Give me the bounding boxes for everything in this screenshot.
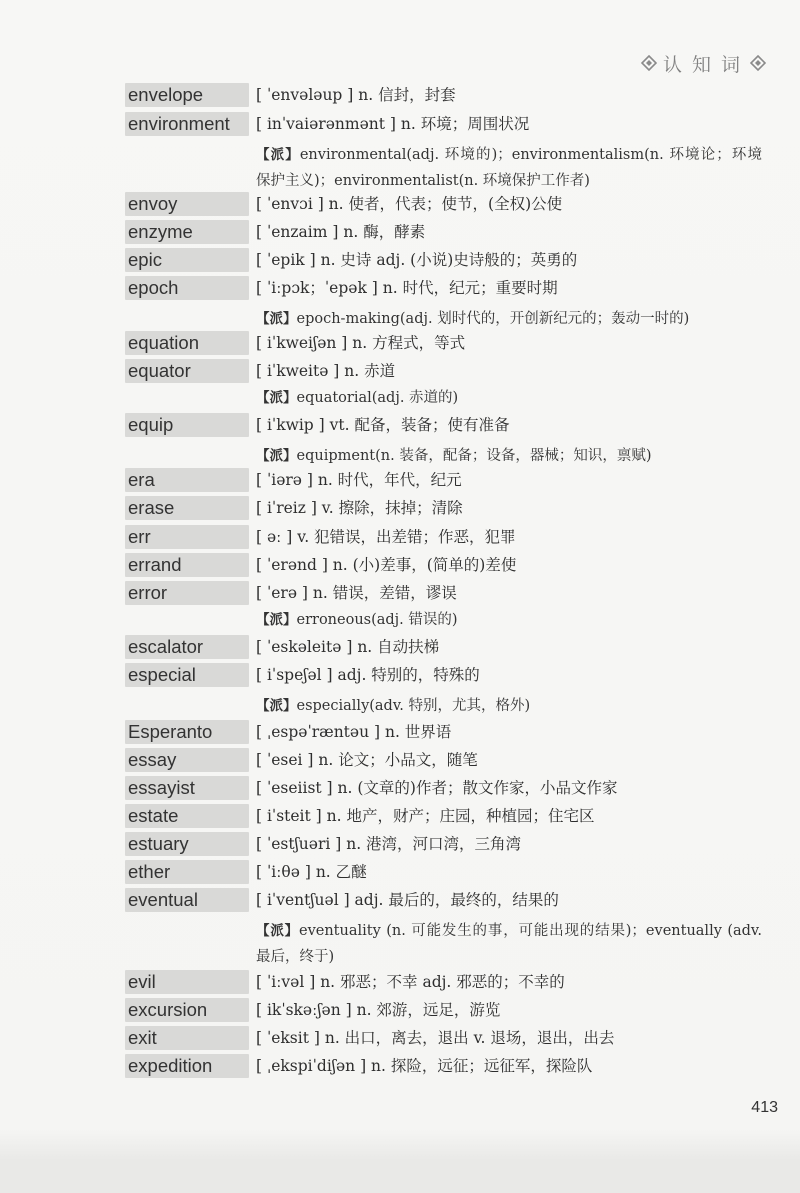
headword: equator xyxy=(125,359,249,383)
headword: error xyxy=(125,581,249,605)
headword: era xyxy=(125,468,249,492)
definition: [ inˈvaiərənmənt ] n. 环境；周围状况 xyxy=(256,115,530,133)
definition: [ ˈenvələup ] n. 信封，封套 xyxy=(256,86,456,104)
section-title: 认知词 xyxy=(662,53,750,76)
headword: expedition xyxy=(125,1054,249,1078)
definition: [ iˈkwip ] vt. 配备，装备；使有准备 xyxy=(256,416,510,434)
headword: essayist xyxy=(125,776,249,800)
derivation xyxy=(256,693,762,719)
headword: errand xyxy=(125,553,249,577)
derivation-tag: 【派】 xyxy=(256,390,297,406)
headword: epoch xyxy=(125,276,249,300)
derivation xyxy=(256,306,762,332)
definition: [ iˈkweiʃən ] n. 方程式，等式 xyxy=(256,334,466,352)
definition: [ ˈenzaim ] n. 酶，酵素 xyxy=(256,223,426,241)
diamond-icon xyxy=(641,55,657,71)
definition: [ ˌekspiˈdiʃən ] n. 探险，远征；远征军，探险队 xyxy=(256,1057,593,1075)
definition: [ ˈeksit ] n. 出口，离去，退出 v. 退场，退出，出去 xyxy=(256,1029,615,1047)
definition: [ ˌespəˈræntəu ] n. 世界语 xyxy=(256,723,452,741)
definition: [ iˈreiz ] v. 擦除，抹掉；清除 xyxy=(256,499,463,517)
derivation-tag: 【派】 xyxy=(256,311,297,327)
derivation-tag: 【派】 xyxy=(256,612,297,628)
headword: enzyme xyxy=(125,220,249,244)
headword: environment xyxy=(125,112,249,136)
derivation-text: erroneous(adj. 错误的) xyxy=(296,612,458,628)
derivation-text: equatorial(adj. 赤道的) xyxy=(296,390,459,406)
headword: estuary xyxy=(125,832,249,856)
headword: envelope xyxy=(125,83,249,107)
headword: err xyxy=(125,525,249,549)
headword: epic xyxy=(125,248,249,272)
derivation-tag: 【派】 xyxy=(256,923,299,939)
headword: equip xyxy=(125,413,249,437)
definition: [ ˈeskəleitə ] n. 自动扶梯 xyxy=(256,638,440,656)
derivation xyxy=(256,385,762,411)
derivation-tag: 【派】 xyxy=(256,698,297,714)
derivation xyxy=(256,918,762,970)
headword: evil xyxy=(125,970,249,994)
headword: estate xyxy=(125,804,249,828)
derivation-tag: 【派】 xyxy=(256,147,300,163)
definition: [ iˈkweitə ] n. 赤道 xyxy=(256,362,396,380)
headword: equation xyxy=(125,331,249,355)
diamond-icon xyxy=(750,55,766,71)
derivation-text: eventuality (n. 可能发生的事，可能出现的结果)；eventually (adv. 最后，终于) xyxy=(256,923,763,965)
headword: erase xyxy=(125,496,249,520)
derivation xyxy=(256,607,762,633)
definition: [ ikˈskəːʃən ] n. 郊游，远足，游览 xyxy=(256,1001,501,1019)
headword: ether xyxy=(125,860,249,884)
derivation-text: epoch-making(adj. 划时代的，开创新纪元的；轰动一时的) xyxy=(296,311,690,327)
definition: [ ˈestʃuəri ] n. 港湾，河口湾，三角湾 xyxy=(256,835,522,853)
definition: [ ˈerənd ] n. (小)差事，(简单的)差使 xyxy=(256,556,517,574)
headword: envoy xyxy=(125,192,249,216)
headword: excursion xyxy=(125,998,249,1022)
definition: [ ˈesei ] n. 论文；小品文，随笔 xyxy=(256,751,478,769)
derivation-text: equipment(n. 装备，配备；设备，器械；知识，禀赋) xyxy=(296,448,652,464)
definition: [ iˈsteit ] n. 地产，财产；庄园，种植园；住宅区 xyxy=(256,807,595,825)
derivation xyxy=(256,443,762,469)
definition: [ ˈerə ] n. 错误，差错，谬误 xyxy=(256,584,457,602)
definition: [ ˈeseiist ] n. (文章的)作者；散文作家，小品文作家 xyxy=(256,779,618,797)
definition: [ ˈiːθə ] n. 乙醚 xyxy=(256,863,367,881)
headword: essay xyxy=(125,748,249,772)
derivation xyxy=(256,142,762,194)
definition: [ ˈiərə ] n. 时代，年代，纪元 xyxy=(256,471,462,489)
definition: [ ˈiːvəl ] n. 邪恶；不幸 adj. 邪恶的；不幸的 xyxy=(256,973,565,991)
definition: [ iˈventʃuəl ] adj. 最后的，最终的，结果的 xyxy=(256,891,559,909)
derivation-text: especially(adv. 特别，尤其，格外) xyxy=(296,698,531,714)
definition: [ əː ] v. 犯错误，出差错；作恶，犯罪 xyxy=(256,528,516,546)
definition: [ ˈepik ] n. 史诗 adj. (小说)史诗般的；英勇的 xyxy=(256,251,578,269)
headword: escalator xyxy=(125,635,249,659)
headword: eventual xyxy=(125,888,249,912)
headword: exit xyxy=(125,1026,249,1050)
derivation-tag: 【派】 xyxy=(256,448,297,464)
definition: [ iˈspeʃəl ] adj. 特别的，特殊的 xyxy=(256,666,480,684)
definition: [ ˈenvɔi ] n. 使者，代表；使节，(全权)公使 xyxy=(256,195,563,213)
headword: especial xyxy=(125,663,249,687)
definition: [ ˈiːpɔk；ˈepək ] n. 时代，纪元；重要时期 xyxy=(256,279,558,297)
section-header xyxy=(641,50,766,76)
page-number: 413 xyxy=(751,1099,778,1116)
headword: Esperanto xyxy=(125,720,249,744)
derivation-text: environmental(adj. 环境的)；environmentalism(n. 环境论；环境保护主义)；environmentalist(n. 环境保护工作者) xyxy=(256,147,762,189)
